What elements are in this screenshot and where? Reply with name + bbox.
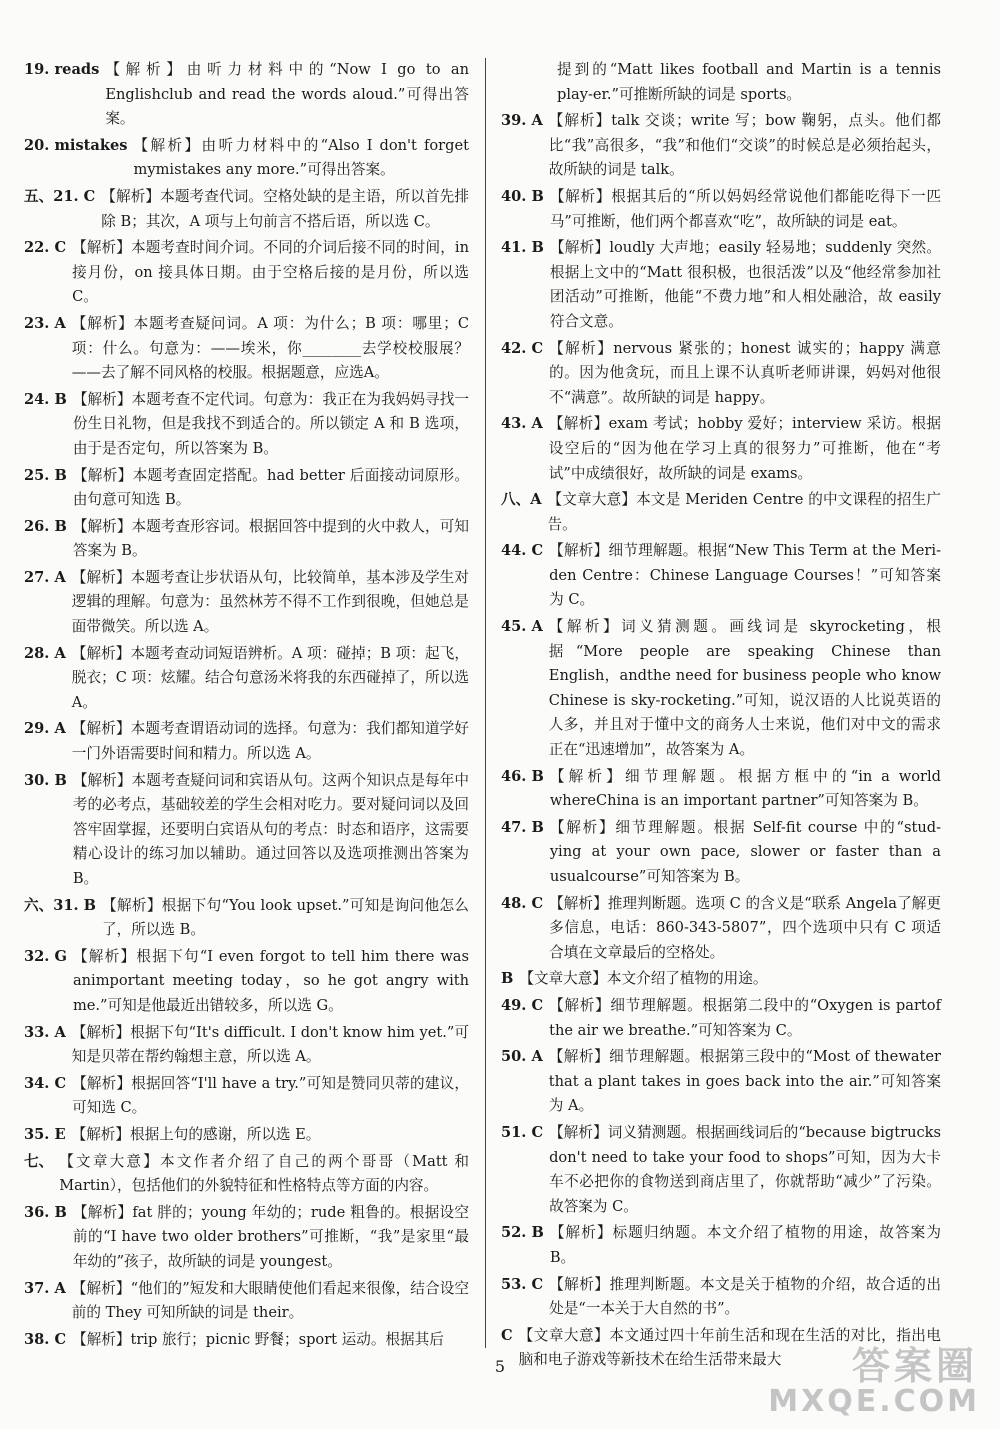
answer-text-line: A。 [363, 364, 389, 382]
answer-text-line: 适的出处是“一本关于大自然的书”。 [549, 1275, 941, 1318]
answer-text-line: 以选 C。 [379, 212, 440, 230]
answer-number: 52. B [501, 1224, 544, 1242]
answer-entry [501, 185, 941, 234]
answer-number: 41. B [501, 239, 544, 257]
answer-text-line: China is an important partner”可知答案为 B。 [595, 792, 928, 810]
answer-entry [24, 464, 469, 513]
answer-text-line: 【文章大意】本文通过四十年前生活和现在生活的对 [518, 1326, 866, 1344]
answer-entry [501, 615, 941, 763]
answer-text [72, 1123, 469, 1148]
answer-entry [501, 1221, 941, 1270]
answer-entry [24, 515, 469, 564]
answer-entry [501, 412, 941, 486]
answer-text-line: 空前的“I have two older brothers”可推断，“我”是家 [72, 1203, 469, 1246]
answer-text-line: 对于懂中文的商务人士来说，他们对中文的需求正 [548, 716, 941, 759]
answer-number: 49. C [501, 996, 544, 1014]
answer-text-line: 设空后的“因为他在学习上真的很努力”可推断，他 [548, 439, 902, 457]
answer-text-line: 【解析】本题考查让步状语从句，比较简单，基本涉及 [71, 568, 425, 586]
answer-text-line: 【解析】exam 考试；hobby 爱好；interview 采访。根据 [548, 415, 941, 433]
answer-entry [24, 1123, 469, 1148]
answer-text-line: 【解析】标题归纳题。本文介绍了植物的用途，故答案 [549, 1224, 927, 1242]
answer-text [549, 109, 941, 183]
answer-entry [24, 894, 469, 943]
answer-text-line: mistakes any more.”可得出答案。 [155, 161, 395, 179]
answer-text-line: 通过回答以及选项推测出答案为 B。 [72, 845, 469, 887]
answer-number: 五、21. C [24, 187, 96, 205]
answer-text [73, 945, 469, 1019]
answer-number: 23. A [24, 314, 66, 332]
watermark-logo [768, 1335, 986, 1419]
answer-text [550, 1221, 941, 1270]
answer-text-line: 建议，可知选 C。 [72, 1074, 469, 1117]
answer-text [549, 539, 941, 613]
answer-text-line: 可知是贝蒂在帮约翰想主意，所以选 A。 [71, 1023, 469, 1066]
answer-number: 43. A [501, 415, 543, 433]
answer-text-line: 【解析】本题考查时间介词。不同的介词后接不同的 [72, 239, 411, 257]
answer-text [133, 134, 469, 183]
answer-text [72, 717, 469, 766]
answer-text-line: 【解析】本题考查不定代词。句意为：我正在为我妈 [72, 390, 411, 408]
answer-text-line: 【文章大意】本文作者介绍了自己的两个哥哥（Matt 和 [59, 1152, 469, 1170]
answer-text [105, 58, 469, 132]
answer-text [72, 236, 469, 310]
answer-text [548, 488, 941, 537]
answer-text-line: of the air we breathe.”可知答案为 C。 [549, 996, 941, 1039]
answer-number: 七、 [24, 1152, 54, 1170]
answer-text-line: rocketing.”可知，说汉语的人比说英语的人多，并且 [548, 691, 941, 734]
answer-text-line: 【解析】细节理解题。根据 Self-fit course 中的“stud- [549, 818, 941, 836]
answer-text-line: 【解析】本题考查谓语动词的选择。句意为：我们都 [71, 720, 411, 738]
answer-text-line: Martin），包括他们的外貌特征和性格特点等方面的内容。 [59, 1177, 439, 1195]
answer-number: 20. mistakes [24, 136, 128, 154]
answer-text [550, 236, 941, 334]
answer-entry [501, 765, 941, 814]
answer-text-line: 【解析】fat 胖的；young 年幼的；rude 粗鲁的。根据设 [72, 1203, 455, 1221]
answer-text-line: 服展？——去了解不同风格的校服。根据题意，应选 [71, 339, 469, 382]
answer-text-line: 【解析】细节理解题。根据方框中的“in a world where [549, 767, 941, 810]
answer-text-line: 词是 eat。 [834, 212, 907, 230]
answer-entry [24, 769, 469, 892]
answer-number: 44. C [501, 542, 544, 560]
answer-entry [24, 566, 469, 640]
answer-text-line: 提到的“Matt likes football and Martin is a tennis play- [557, 61, 941, 103]
answer-text-line: 【解析】细节理解题。根据“New This Term at the Meri- [549, 542, 941, 560]
answer-number: 30. B [24, 771, 67, 789]
answer-text-line: 很晚，但她总是面带微笑。所以选 A。 [71, 593, 469, 636]
answer-text-line: the need for business people who know Chinese is sky- [548, 667, 941, 709]
answer-text [72, 642, 469, 716]
answer-number: 24. B [24, 390, 67, 408]
answer-text-line: 【解析】“他们的”短发和大眼睛使他们看起来很像， [71, 1279, 411, 1297]
answer-text-line: 答案为 A。 [548, 1072, 941, 1115]
answer-text [72, 1021, 469, 1070]
answer-text-line: 【解析】推理判断题。选项 C 的含义是“联系 Angela [549, 894, 897, 912]
answer-text-line: 【解析】根据下句“You look upset.”可知是询问他 [102, 896, 440, 914]
answer-text-line: 为 B。 [549, 1224, 941, 1266]
answer-text-line: 根据上文中的“Matt 很积极，也很活泼”以及“他经常 [549, 263, 897, 281]
answer-text-line: 里“最年幼的”孩子，故所缺的词是 youngest。 [72, 1228, 469, 1270]
answer-entry [24, 236, 469, 310]
answer-number: 51. C [501, 1123, 544, 1141]
answer-entry [24, 945, 469, 1019]
answer-entry [24, 717, 469, 766]
answer-text [549, 337, 941, 411]
answer-text-line: 了解更多信息，电话：860-343-5807”，四个选项中只 [549, 894, 941, 937]
answer-text-line: 月份，所以选 C。 [72, 263, 469, 306]
answer-text-line: 参加社团活动”可推断，他能“不费力地”和人相处融 [549, 263, 941, 306]
answer-text-line: 是每年中考的必考点，基础较差的学生会相对吃力。 [72, 771, 469, 814]
answer-text-line: 【解析】由听力材料中的“Also I don't forget my [133, 136, 469, 179]
answer-number: 25. B [24, 466, 67, 484]
answer-text-line: 大卡车不必把你的食物送到商店里了，你就帮助“减 [549, 1148, 941, 1191]
answer-text-line: 【解析】细节理解题。根据第二段中的“Oxygen is part [549, 996, 927, 1014]
answer-entry [24, 134, 469, 183]
answer-text [549, 1121, 941, 1219]
answer-text-line: 学生对逻辑的理解。句意为：虽然林芳不得不工作到 [71, 568, 469, 611]
answer-text [73, 515, 469, 564]
answer-text-line: 比，指出电脑和电子游戏等新技术在给生活带来最大 [518, 1326, 941, 1369]
answer-text [550, 765, 941, 814]
answer-text-line: 【解析】由听力材料中的“Now I go to an English [105, 61, 469, 103]
answer-text [549, 1045, 941, 1119]
answer-entry [501, 892, 941, 966]
answer-entry [501, 967, 941, 992]
answer-entry [501, 994, 941, 1043]
answer-text-line: er.”可推断所缺的词是 sports。 [592, 85, 801, 103]
answer-text-line: 首先排除 B；其次，A 项与上句前言不搭后语，所 [101, 187, 469, 230]
answer-text-line: 下一匹马”可推断，他们两个都喜欢“吃”，故所缺的 [549, 187, 941, 230]
answer-text-line: 【解析】loudly 大声地；easily 轻易地；suddenly 突然。 [549, 239, 941, 257]
answer-entry [501, 1121, 941, 1219]
answer-number: C [501, 1326, 513, 1344]
column-divider [485, 58, 486, 1348]
answer-entry [501, 337, 941, 411]
answer-entry [24, 185, 469, 234]
answer-text-line: 【解析】本题考查形容词。根据回答中提到的火中救 [72, 517, 411, 535]
answer-number: 36. B [24, 1203, 67, 1221]
answer-text [72, 1328, 469, 1353]
answer-text-line: 【解析】词义猜测题。画线词是 skyrocketing，根据 [548, 618, 941, 660]
answer-number: 37. A [24, 1279, 66, 1297]
answer-text-line: 洽，故 easily 符合文意。 [549, 288, 942, 330]
answer-number: 50. A [501, 1048, 543, 1066]
answer-text-line: 【解析】nervous 紧张的；honest 诚实的；happy 满意的。 [549, 339, 941, 382]
answer-entry [501, 1273, 941, 1322]
answer-number: 53. C [501, 1275, 544, 1293]
answer-text [519, 967, 941, 992]
answer-text-line: club and read the words aloud.”可得出答案。 [105, 85, 469, 128]
answer-text-line: 【解析】推理判断题。本文是关于植物的介绍，故合 [549, 1275, 897, 1293]
answer-text-line: 【解析】本题考查固定搭配。had better 后面接动词原 [72, 466, 440, 484]
answer-text [72, 312, 469, 386]
answer-number: 29. A [24, 720, 66, 738]
answer-text-line: 少”了污染。故答案为 C。 [549, 1173, 941, 1215]
answer-text-line: 【解析】根据上句的感谢，所以选 E。 [71, 1125, 321, 1143]
answer-entry [24, 1201, 469, 1275]
page-number: 5 [494, 1357, 506, 1376]
answer-text-line: 【解析】根据回答“I'll have a try.”可知是赞同贝蒂的 [72, 1074, 425, 1092]
answer-number: 47. B [501, 818, 544, 836]
answer-text-line: 在“迅速增加”，故答案为 A。 [563, 741, 755, 759]
answer-text [73, 769, 469, 892]
answer-text [72, 1277, 469, 1326]
answer-number: 35. E [24, 1125, 66, 1143]
answer-text-line: 有 C 项适合填在文章最后的空格处。 [549, 919, 941, 961]
answer-text-line: 形。由句意可知选 B。 [72, 466, 469, 509]
answer-text-line: 是他最近出错较多，所以选 G。 [136, 996, 343, 1014]
answer-text-line: 人，可知答案为 B。 [72, 517, 469, 560]
answer-entry [24, 312, 469, 386]
answer-text-line: 【解析】本题考查疑问词和宾语从句。这两个知识点 [72, 771, 411, 789]
answer-number: 34. C [24, 1074, 67, 1092]
answer-text-line: 结合设空前的 They 可知所缺的词是 their。 [71, 1279, 469, 1322]
answer-number: 45. A [501, 618, 543, 636]
answer-entry [501, 539, 941, 613]
answer-text [73, 388, 469, 462]
answer-number: 42. C [501, 339, 544, 357]
answer-text-line: 【解析】talk 交谈；write 写；bow 鞠躬，点头。他们都 [548, 112, 941, 130]
answer-entry [24, 1328, 469, 1353]
answer-text-line: ying at your own pace, slower or faster than a usual [549, 843, 941, 885]
answer-text [101, 185, 469, 234]
answer-text-line: “More people are speaking Chinese than English，and [548, 642, 941, 685]
answer-text [73, 1201, 469, 1275]
answer-text-line: 【解析】trip 旅行；picnic 野餐；sport 运动。根据其后 [72, 1330, 444, 1348]
answer-number: 27. A [24, 568, 66, 586]
answer-text [59, 1150, 469, 1199]
answer-text [501, 58, 941, 107]
answer-text-line: 【解析】根据下句“It's difficult. I don't know him yet.” [71, 1023, 455, 1041]
answer-text-line: 考点：时态和语序，这需要精心设计的练习加以辅助。 [72, 820, 469, 863]
answer-entry [24, 388, 469, 462]
answer-text-line: 很不“满意”。故所缺的词是 happy。 [549, 364, 941, 406]
answer-entry [24, 1150, 469, 1199]
answer-text-line: 【解析】本题考查疑问词。A 项：为什么；B 项：哪里； [71, 314, 458, 332]
answer-number: 22. C [24, 239, 67, 257]
answer-text-line: 飞，脱衣；C 项：炫耀。结合句意汤米将我的东西碰掉 [71, 644, 469, 687]
answer-text [550, 185, 941, 234]
answer-text-line: 【文章大意】本文是 Meriden Centre 的中文课程的招生 [547, 491, 927, 509]
answer-entry [24, 1277, 469, 1326]
answer-text-line: 怎么了，所以选 B。 [102, 896, 469, 939]
answer-number: 46. B [501, 767, 544, 785]
answer-text [549, 892, 941, 966]
answer-number: 40. B [501, 187, 544, 205]
answer-text-line: trucks don't need to take your food to shops”可知，因为 [549, 1123, 941, 1166]
left-column [24, 58, 469, 1354]
answer-text [102, 894, 469, 943]
answer-text-line: 时间，in 接月份，on 接具体日期。由于空格后接的是 [72, 239, 469, 281]
answer-number: 33. A [24, 1023, 66, 1041]
answer-number: 19. reads [24, 61, 100, 78]
answer-text-line: 【解析】根据下句“I even forgot to tell him there was an [72, 947, 469, 990]
answer-entry [24, 58, 469, 132]
answer-entry [24, 1072, 469, 1121]
answer-text [550, 816, 941, 890]
answer-number: 39. A [501, 112, 543, 130]
answer-text [549, 994, 941, 1043]
answer-text-line: 【解析】细节理解题。根据第三段中的“Most of the [548, 1048, 899, 1066]
answer-number: 六、31. B [24, 896, 96, 914]
answer-text [549, 615, 941, 763]
answer-text [72, 1072, 469, 1121]
answer-number: 38. C [24, 1330, 67, 1348]
answer-text-line: 【解析】词义猜测题。根据画线词后的“because big [549, 1123, 895, 1141]
answer-text-line: course”可知答案为 B。 [589, 868, 750, 885]
answer-text-line: 【解析】本题考查动词短语辨析。A 项：碰掉；B 项：起 [71, 644, 440, 662]
answer-text-line: 了，所以选 A。 [71, 669, 469, 711]
answer-text [73, 464, 469, 513]
answer-text-line: 【解析】本题考查代词。空格处缺的是主语，所以 [101, 187, 425, 205]
answer-entry [24, 1021, 469, 1070]
answer-text-line: 比“我”高很多，“我”和他们“交谈”的时候总是必须 [548, 136, 882, 154]
answer-entry [501, 1045, 941, 1119]
answer-text-line: 广告。 [547, 491, 941, 533]
answer-text-line: 因为他贪玩，而且上课不认真听老师讲课，妈妈对他 [579, 364, 927, 382]
answer-text-line: C 项：什么。句意为：——埃米，你________去学校校 [71, 314, 469, 357]
answer-text-line: important meeting today，so he got angry with me.”可知 [72, 972, 469, 1014]
right-column [501, 58, 941, 1375]
answer-number: 26. B [24, 517, 67, 535]
answer-text-line: 知道学好一门外语需要时间和精力。所以选 A。 [71, 720, 469, 763]
answer-number: B [501, 970, 514, 988]
answer-entry [501, 58, 941, 107]
watermark-bottom-text: MXQE.COM [768, 1384, 980, 1419]
answer-text-line: 定 A 和 B 选项，由于是否定句，所以答案为 B。 [72, 415, 469, 457]
answer-text-line: 【文章大意】本文介绍了植物的用途。 [519, 970, 768, 988]
answer-text-line: 要对疑问词以及回答牢固掌握，还要明白宾语从句的 [72, 796, 469, 838]
answer-text [72, 566, 469, 640]
answer-text-line: 在“考试”中成绩很好，故所缺的词是 exams。 [548, 439, 941, 482]
answer-number: 八、A [501, 491, 542, 509]
answer-text-line: 抬起头，故所缺的词是 talk。 [548, 136, 941, 179]
answer-text-line: den Centre：Chinese Language Courses！”可知答案为 C。 [549, 566, 941, 609]
answer-entry [501, 816, 941, 890]
answer-entry [501, 109, 941, 183]
watermark-top-text: 答案圈 [851, 1344, 978, 1388]
answer-entry [501, 488, 941, 537]
answer-entry [501, 236, 941, 334]
answer-text-line: 【解析】根据其后的“所以妈妈经常说他们都能吃得 [549, 187, 896, 205]
answer-text-line: water that a plant takes in goes back into the air.”可知 [548, 1048, 941, 1090]
answer-text-line: 妈寻找一份生日礼物，但是我找不到适合的。所以锁 [72, 390, 469, 433]
answer-number: 28. A [24, 644, 66, 662]
answer-number: 32. G [24, 947, 67, 965]
answer-number: 48. C [501, 894, 544, 912]
answer-entry [24, 642, 469, 716]
answer-text [549, 412, 941, 486]
answer-text [549, 1273, 941, 1322]
